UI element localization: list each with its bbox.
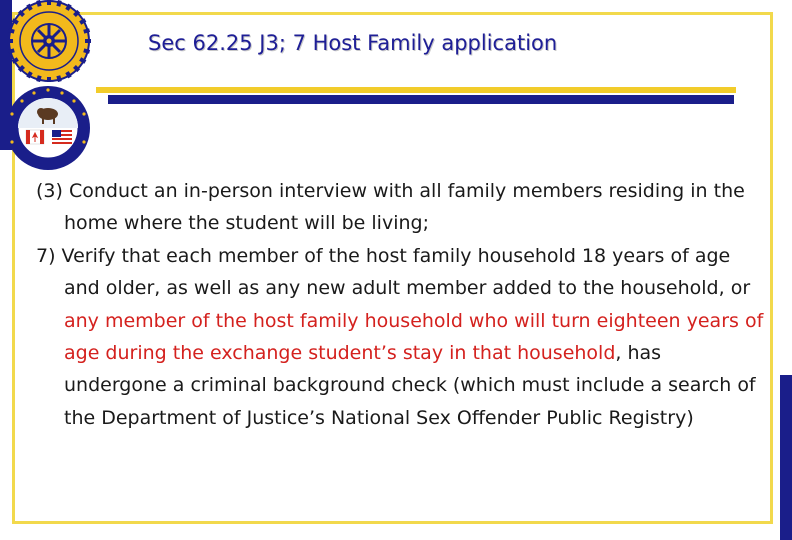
rotary-youth-exchange-emblem-icon [4, 84, 92, 172]
requirements-list [36, 175, 766, 434]
requirement-7-text: 7) Verify that each member of the host family household 18 years of age and older, as well as any new adult member added to the household, or [36, 244, 751, 300]
highlighted-text: any member of the host family household who will turn eighteen years of age during the exchange student’s stay in that household [64, 309, 764, 365]
slide-title: Sec 62.25 J3; 7 Host Family application [148, 31, 558, 55]
requirement-item-7 [36, 240, 766, 434]
right-accent-bar [780, 375, 792, 540]
requirement-item-3: (3) Conduct an in-person interview with all family members residing in the home where the student will be living; [36, 180, 745, 235]
title-rule-blue [108, 95, 734, 104]
title-rule-gold [96, 87, 736, 93]
rotary-wheel-icon [0, 0, 98, 82]
requirement-7-text-end: , has undergone a criminal background check (which must include a search of the Department of Justice’s National Sex Offender Public Registry) [64, 342, 756, 429]
